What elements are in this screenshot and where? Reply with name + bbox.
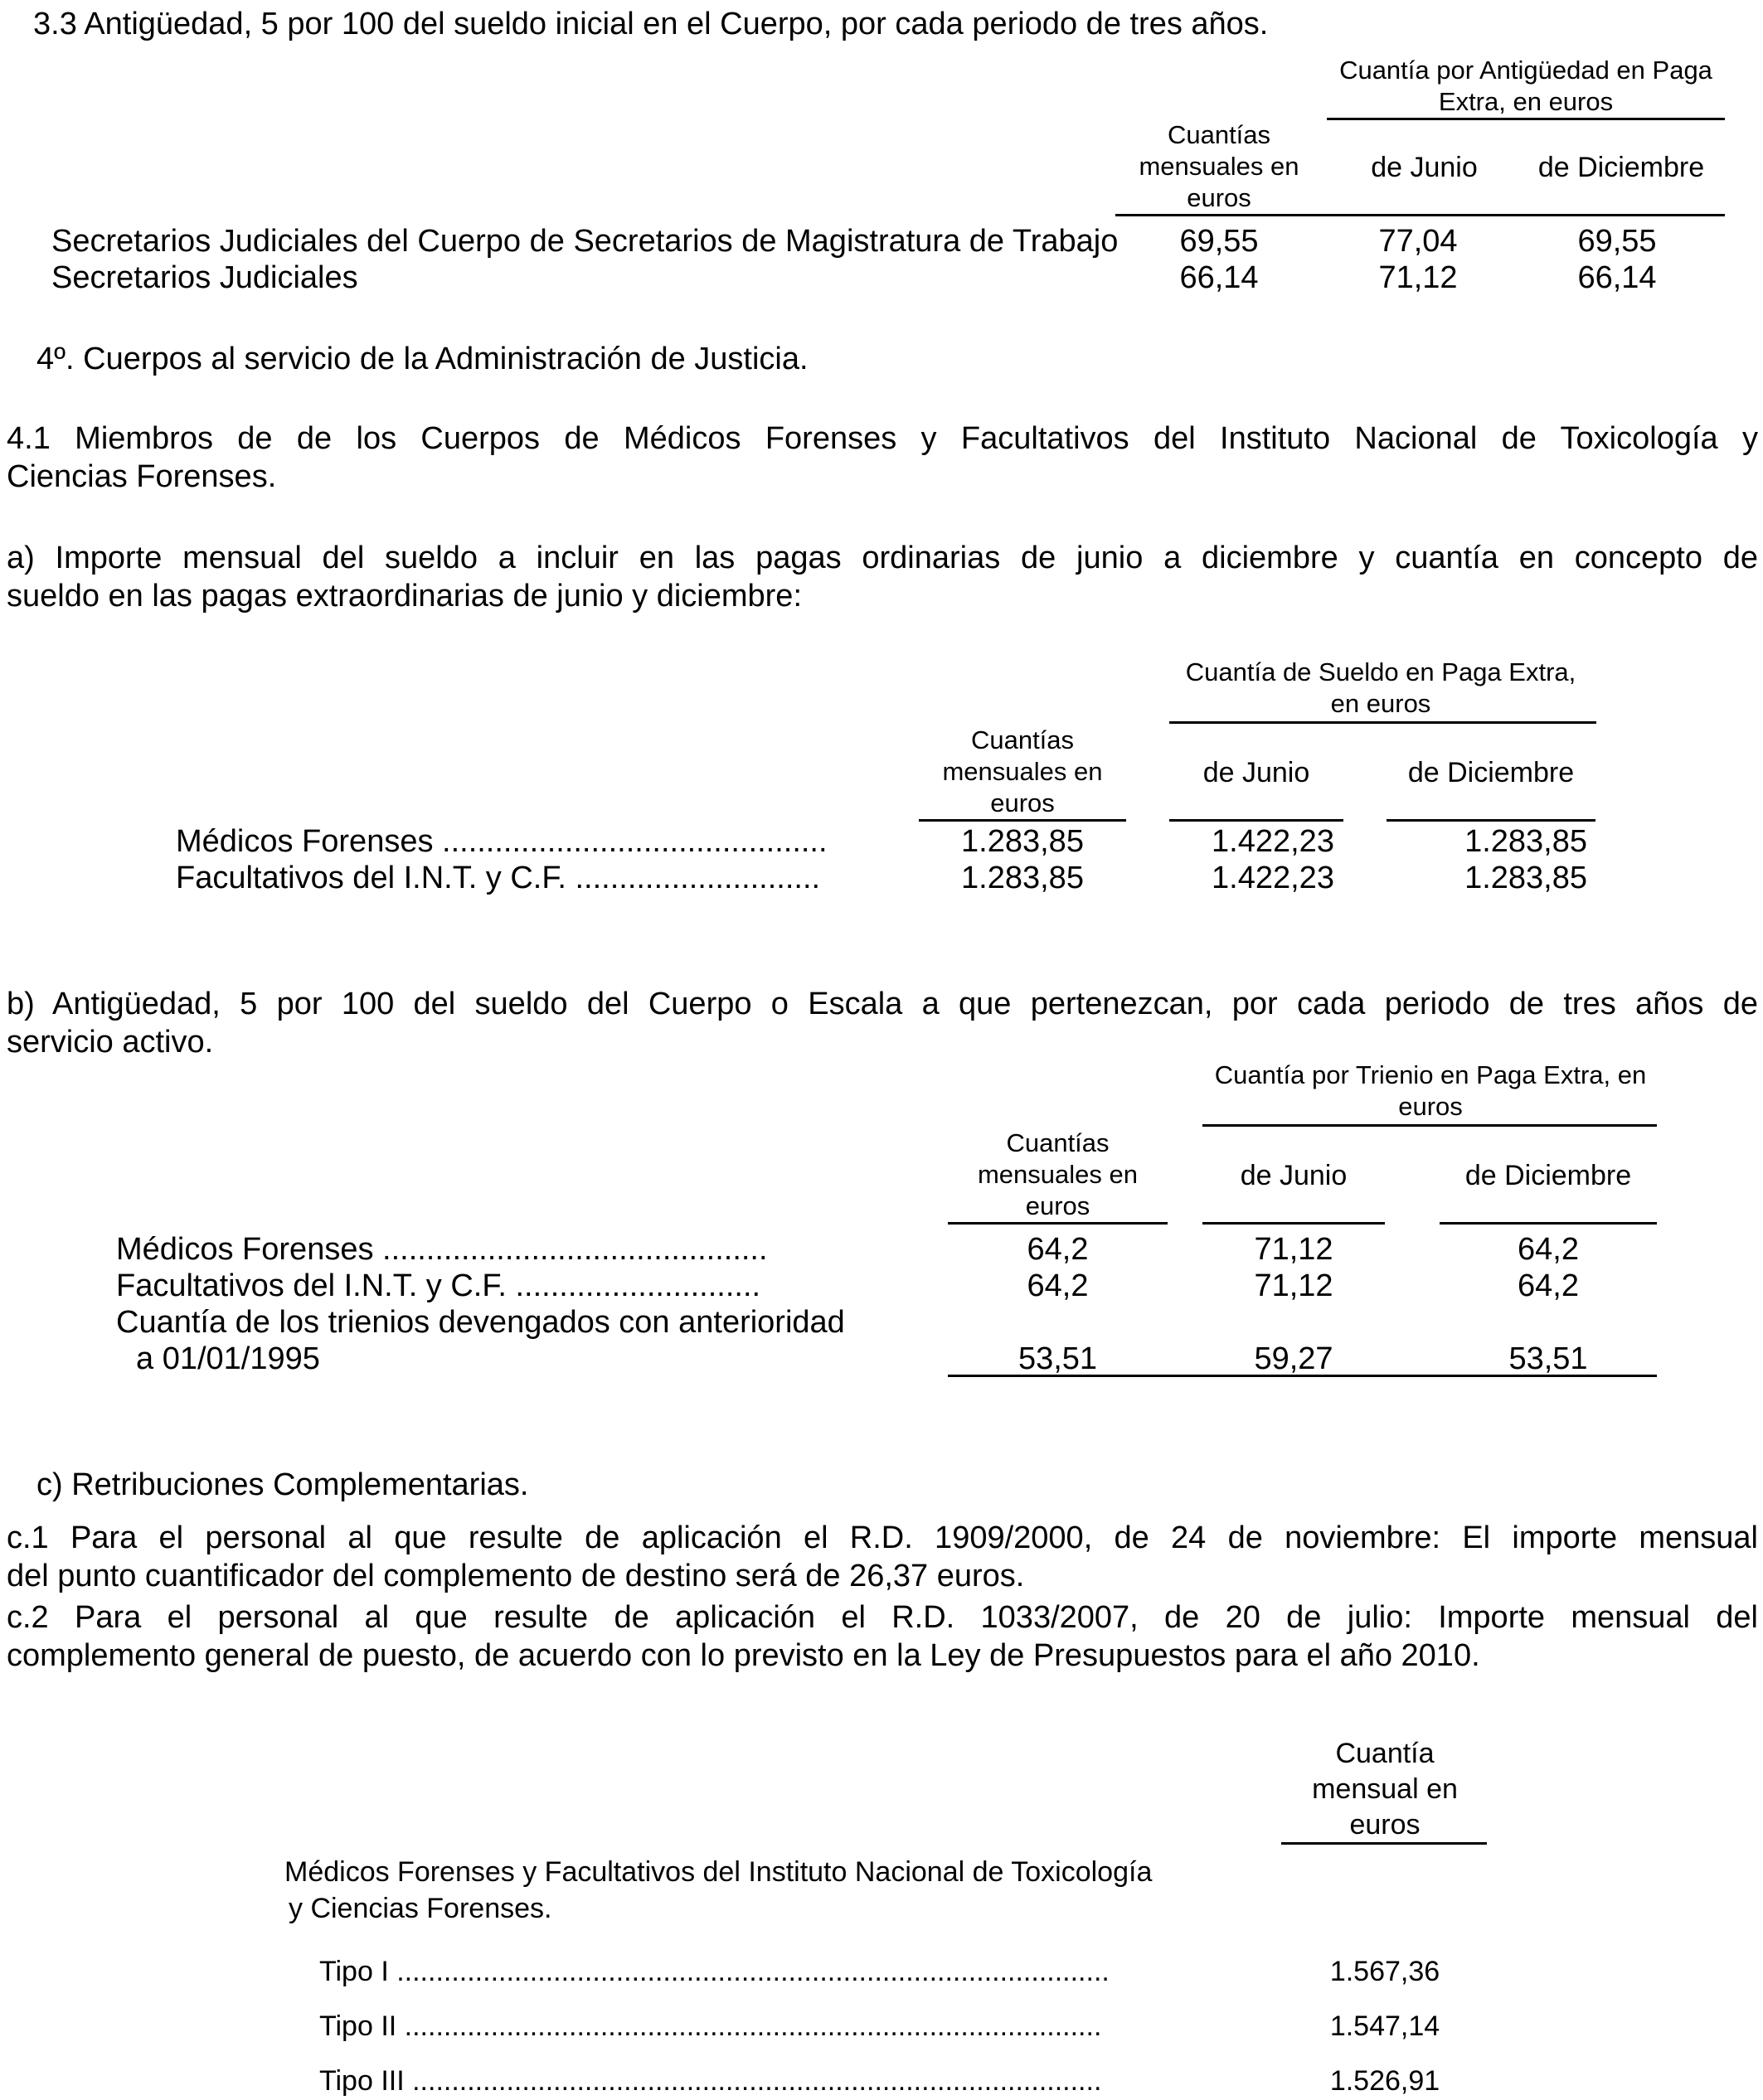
row-monthly: 66,14 <box>1179 260 1259 295</box>
row-monthly: 69,55 <box>1179 224 1259 259</box>
row-monthly: 1.283,85 <box>961 861 1084 895</box>
section-c2-line1: c.2 Para el personal al que resulte de aplicación el R.D. 1033/2007, de 20 de julio: Importe mensual del <box>7 1600 1758 1635</box>
column-header-monthly: Cuantías mensuales en euros <box>977 1128 1138 1220</box>
section-c-heading: c) Retribuciones Complementarias. <box>36 1467 529 1502</box>
row-label-line1: Cuantía de los trienios devengados con anterioridad <box>116 1305 845 1340</box>
column-header-june: de Junio <box>1371 152 1478 183</box>
section-b-line1: b) Antigüedad, 5 por 100 del sueldo del Cuerpo o Escala a que pertenezcan, por cada periodo de tres años de <box>7 987 1758 1021</box>
row-december: 1.283,85 <box>1464 824 1587 859</box>
row-value: 1.547,14 <box>1329 2010 1440 2042</box>
section-b-line2: servicio activo. <box>7 1025 214 1060</box>
group-header: Cuantía por Trienio en Paga Extra, en euros <box>1214 1060 1647 1121</box>
row-label-line2: a 01/01/1995 <box>136 1341 320 1376</box>
section-4-heading: 4º. Cuerpos al servicio de la Administración de Justicia. <box>36 342 809 376</box>
row-label: Tipo II ......................................................................................... <box>319 2010 1102 2042</box>
column-header-december: de Diciembre <box>1464 1160 1632 1191</box>
row-monthly: 64,2 <box>1027 1268 1089 1303</box>
section-a-line2: sueldo en las pagas extraordinarias de junio y diciembre: <box>7 579 802 614</box>
row-label: Tipo I ........................................................................................... <box>319 1956 1110 1987</box>
header-rule-monthly <box>948 1222 1168 1225</box>
header-rule <box>1169 721 1596 724</box>
row-june: 71,12 <box>1378 260 1458 295</box>
column-header-december: de Diciembre <box>1407 757 1575 788</box>
row-december: 69,55 <box>1577 224 1657 259</box>
column-header-monthly: Cuantías mensuales en euros <box>1139 120 1299 212</box>
row-label: Secretarios Judiciales del Cuerpo de Secretarios de Magistratura de Trabajo <box>51 224 1119 259</box>
section-4-1-line2: Ciencias Forenses. <box>7 459 277 494</box>
header-rule-june <box>1169 819 1343 822</box>
header-rule <box>1327 118 1725 120</box>
column-header-june: de Junio <box>1202 757 1310 788</box>
row-december: 64,2 <box>1518 1268 1579 1303</box>
column-header-monthly: Cuantías mensuales en euros <box>942 725 1103 817</box>
row-june: 1.422,23 <box>1212 861 1334 895</box>
row-june: 71,12 <box>1254 1268 1333 1303</box>
row-june: 77,04 <box>1378 224 1458 259</box>
row-june: 59,27 <box>1254 1341 1333 1376</box>
row-june: 1.422,23 <box>1212 824 1334 859</box>
header-bottom-rule <box>1115 214 1725 216</box>
row-label: Médicos Forenses ............................................ <box>176 824 828 859</box>
row-december: 64,2 <box>1518 1232 1579 1267</box>
row-december: 66,14 <box>1577 260 1657 295</box>
row-value: 1.526,91 <box>1329 2065 1440 2097</box>
header-rule-june <box>1202 1222 1385 1225</box>
group-label-line2: y Ciencias Forenses. <box>289 1893 552 1924</box>
column-header-monthly: Cuantía mensual en euros <box>1312 1738 1458 1841</box>
header-rule-monthly <box>919 819 1126 822</box>
table-bottom-rule <box>948 1375 1657 1377</box>
row-monthly: 64,2 <box>1027 1232 1089 1267</box>
row-label: Facultativos del I.N.T. y C.F. ............................ <box>176 861 821 895</box>
row-december: 1.283,85 <box>1464 861 1587 895</box>
header-rule-december <box>1387 819 1595 822</box>
column-header-june: de Junio <box>1240 1160 1348 1191</box>
section-3-3-heading: 3.3 Antigüedad, 5 por 100 del sueldo inicial en el Cuerpo, por cada periodo de tres años. <box>33 7 1269 41</box>
row-june: 71,12 <box>1254 1232 1333 1267</box>
header-rule-december <box>1440 1222 1657 1225</box>
section-c2-line2: complemento general de puesto, de acuerdo con lo previsto en la Ley de Presupuestos para el año 2010. <box>7 1638 1480 1673</box>
row-label: Secretarios Judiciales <box>51 260 358 295</box>
section-a-line1: a) Importe mensual del sueldo a incluir en las pagas ordinarias de junio a diciembre y cuantía en concepto de <box>7 541 1758 575</box>
column-header-december: de Diciembre <box>1537 152 1705 183</box>
section-c1-line2: del punto cuantificador del complemento de destino será de 26,37 euros. <box>7 1559 1025 1593</box>
group-header: Cuantía por Antigüedad en Paga Extra, en euros <box>1339 56 1712 116</box>
section-c1-line1: c.1 Para el personal al que resulte de aplicación el R.D. 1909/2000, de 24 de noviembre: El importe mensual <box>7 1520 1758 1555</box>
header-rule <box>1202 1124 1657 1127</box>
row-monthly: 1.283,85 <box>961 824 1084 859</box>
row-label: Tipo III ........................................................................................ <box>319 2065 1102 2097</box>
row-label: Facultativos del I.N.T. y C.F. ............................ <box>116 1268 761 1303</box>
row-monthly: 53,51 <box>1017 1341 1098 1376</box>
group-header: Cuantía de Sueldo en Paga Extra, en euros <box>1185 657 1576 718</box>
header-rule <box>1281 1842 1487 1845</box>
section-4-1-line1: 4.1 Miembros de de los Cuerpos de Médicos Forenses y Facultativos del Instituto Nacional de Toxicología y <box>7 421 1758 456</box>
row-december: 53,51 <box>1508 1341 1588 1376</box>
row-label: Médicos Forenses ............................................ <box>116 1232 768 1267</box>
row-value: 1.567,36 <box>1329 1956 1440 1987</box>
group-label-line1: Médicos Forenses y Facultativos del Instituto Nacional de Toxicología <box>284 1856 1153 1888</box>
